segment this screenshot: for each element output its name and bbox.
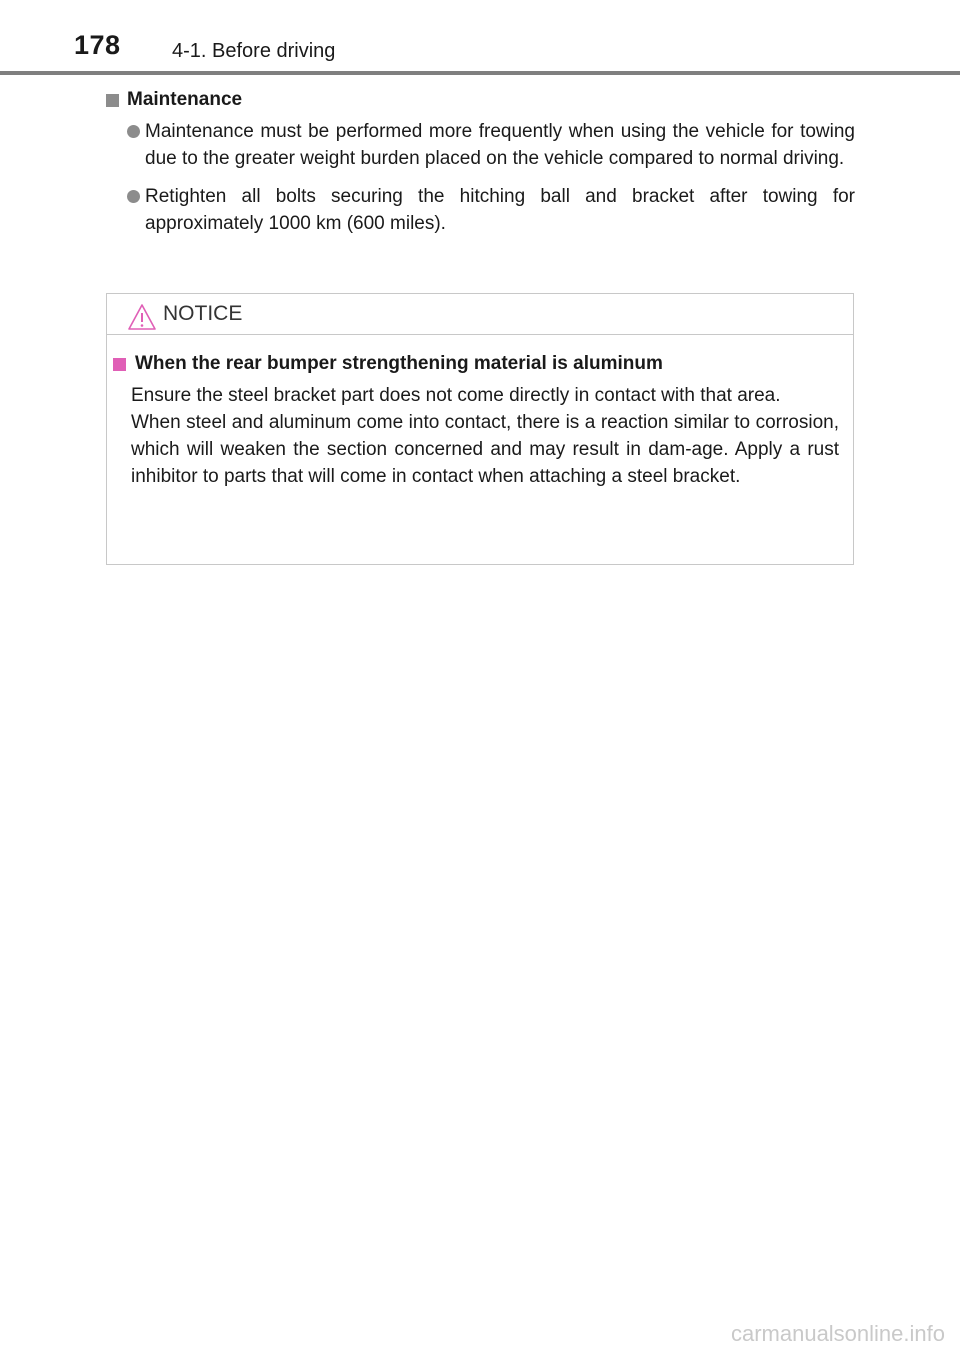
page-header bbox=[0, 0, 960, 76]
notice-body bbox=[131, 382, 839, 490]
notice-title: NOTICE bbox=[163, 302, 243, 325]
list-item-text: Maintenance must be performed more frequently when using the vehicle for towing due to the greater weight burden placed on the vehicle compared to normal driving. bbox=[145, 121, 855, 169]
notice-subheading-text: When the rear bumper strengthening material is aluminum bbox=[135, 353, 663, 374]
square-bullet-icon bbox=[113, 358, 126, 371]
maintenance-heading bbox=[106, 89, 242, 111]
maintenance-heading-text: Maintenance bbox=[127, 89, 243, 110]
notice-box bbox=[106, 293, 854, 565]
square-bullet-icon bbox=[106, 94, 119, 107]
maintenance-list bbox=[127, 118, 855, 248]
warning-triangle-icon bbox=[127, 303, 157, 331]
notice-header bbox=[107, 294, 853, 335]
page-number: 178 bbox=[74, 30, 121, 60]
round-bullet-icon bbox=[127, 125, 140, 138]
watermark: carmanualsonline.info bbox=[730, 1321, 945, 1346]
notice-paragraph: Ensure the steel bracket part does not come directly in contact with that area. bbox=[131, 385, 781, 406]
notice-paragraph: When steel and aluminum come into contact, there is a reaction similar to corrosion, which will weaken the section concerned and may result in dam-age. Apply a rust inhibitor to parts that will come in contact when attaching a steel bracket. bbox=[131, 412, 839, 487]
list-item-text: Retighten all bolts securing the hitching ball and bracket after towing for approximately 1000 km (600 miles). bbox=[145, 186, 855, 234]
list-item bbox=[127, 183, 855, 237]
header-divider bbox=[0, 71, 960, 75]
round-bullet-icon bbox=[127, 190, 140, 203]
notice-subheading bbox=[113, 353, 663, 375]
list-item bbox=[127, 118, 855, 172]
section-title: 4-1. Before driving bbox=[172, 40, 336, 62]
